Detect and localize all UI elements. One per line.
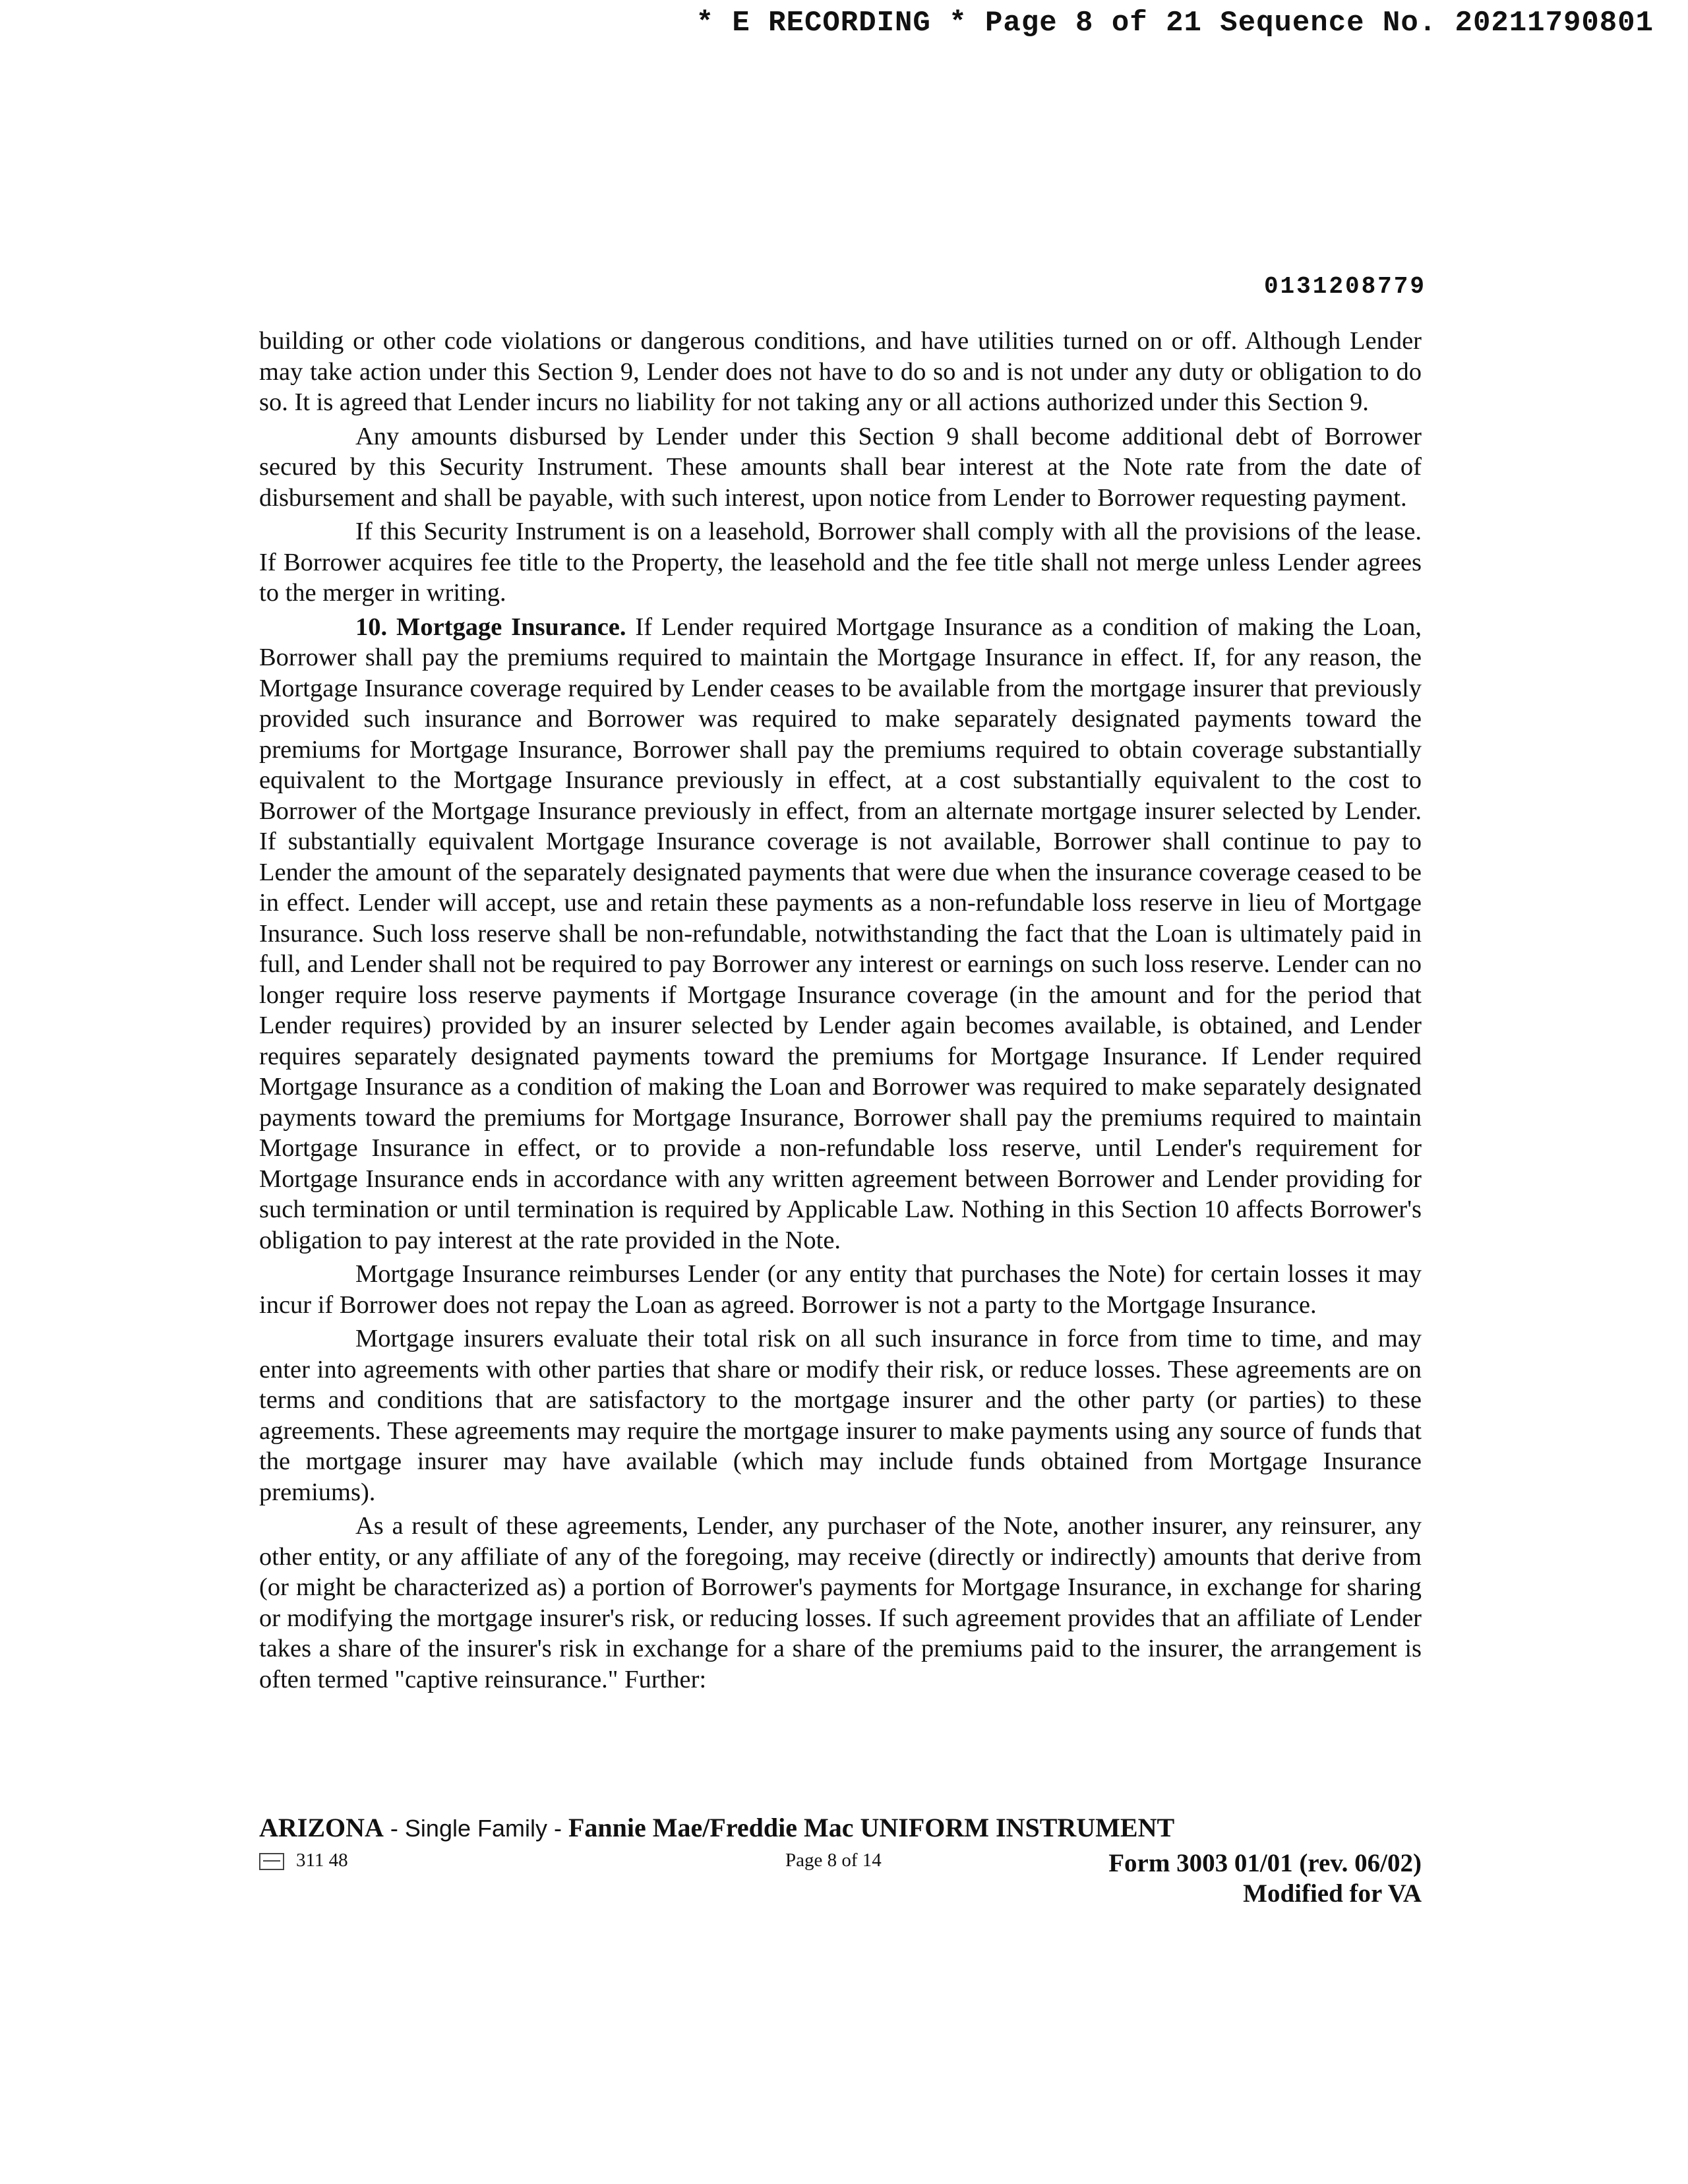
document-body (259, 326, 1422, 1698)
footer-instrument-line: ARIZONA - Single Family - Fannie Mae/Freddie Mac UNIFORM INSTRUMENT (259, 1813, 1175, 1842)
form-logo-icon (259, 1853, 284, 1870)
footer-modified-note: Modified for VA (1243, 1879, 1422, 1908)
footer-instrument: Fannie Mae/Freddie Mac UNIFORM INSTRUMENT (568, 1813, 1175, 1842)
section-10-text: If Lender required Mortgage Insurance as a condition of making the Loan, Borrower shall pay the premiums required to maintain the Mortgage Insurance in effect. If, for any reason, the Mortgage Insurance coverage required by Lender ceases to be available from the mortgage insurer that previously provided such insurance and Borrower was required to make separately designated payments toward the premiums for Mortgage Insurance, Borrower shall pay the premiums required to obtain coverage substantially equivalent to the Mortgage Insurance previously in effect, at a cost substantially equivalent to the cost to Borrower of the Mortgage Insurance previously in effect, from an alternate mortgage insurer selected by Lender. If substantially equivalent Mortgage Insurance coverage is not available, Borrower shall continue to pay to Lender the amount of the separately designated payments that were due when the insurance coverage ceased to be in effect. Lender will accept, use and retain these payments as a non-refundable loss reserve in lieu of Mortgage Insurance. Such loss reserve shall be non-refundable, notwithstanding the fact that the Loan is ultimately paid in full, and Lender shall not be required to pay Borrower any interest or earnings on such loss reserve. Lender can no longer require loss reserve payments if Mortgage Insurance coverage (in the amount and for the period that Lender requires) provided by an insurer selected by Lender again becomes available, is obtained, and Lender requires separately designated payments toward the premiums for Mortgage Insurance. If Lender required Mortgage Insurance as a condition of making the Loan and Borrower was required to make separately designated payments toward the premiums for Mortgage Insurance, Borrower shall pay the premiums required to maintain Mortgage Insurance in effect, or to provide a non-refundable loss reserve, until Lender's requirement for Mortgage Insurance ends in accordance with any written agreement between Borrower and Lender providing for such termination or until termination is required by Applicable Law. Nothing in this Section 10 affects Borrower's obligation to pay interest at the rate provided in the Note. (259, 613, 1422, 1254)
paragraph-mortgage-insurers: Mortgage insurers evaluate their total risk on all such insurance in force from time to time, and may enter into agreements with other parties that share or modify their risk, or reduce losses. These agreements are on terms and conditions that are satisfactory to the mortgage insurer and the other party (or parties) to these agreements. These agreements may require the mortgage insurer to make payments using any source of funds that the mortgage insurer may have available (which may include funds obtained from Mortgage Insurance premiums). (259, 1325, 1422, 1506)
footer-page-number: Page 8 of 14 (785, 1850, 882, 1871)
paragraph-amounts-disbursed: Any amounts disbursed by Lender under this Section 9 shall become additional debt of Borrower secured by this Security Instrument. These amounts shall bear interest at the Note rate from the date of disbursement and shall be payable, with such interest, upon notice from Lender to Borrower requesting payment. (259, 422, 1422, 512)
paragraph-section9-continued: building or other code violations or dangerous conditions, and have utilities turned on or off. Although Lender may take action under this Section 9, Lender does not have to do so and is not under any duty or obligation to do so. It is agreed that Lender incurs no liability for not taking any or all actions authorized under this Section 9. (259, 327, 1422, 416)
paragraph-result-of-agreements: As a result of these agreements, Lender, any purchaser of the Note, another insurer, any reinsurer, any other entity, or any affiliate of any of the foregoing, may receive (directly or indirectly) amounts that derive from (or might be characterized as) a portion of Borrower's payments for Mortgage Insurance, in exchange for sharing or modifying the mortgage insurer's risk, or reducing losses. If such agreement provides that an affiliate of Lender takes a share of the insurer's risk in exchange for a share of the premiums paid to the insurer, the arrangement is often termed "captive reinsurance." Further: (259, 1512, 1422, 1693)
footer-details (259, 1847, 1422, 1910)
footer-family: Single Family (404, 1815, 547, 1842)
footer-state: ARIZONA (259, 1813, 384, 1842)
recording-header: * E RECORDING * Page 8 of 21 Sequence No. 20211790801 (696, 7, 1654, 40)
paragraph-leasehold: If this Security Instrument is on a leasehold, Borrower shall comply with all the provisions of the lease. If Borrower acquires fee title to the Property, the leasehold and the fee title shall not merge unless Lender agrees to the merger in writing. (259, 518, 1422, 607)
document-footer (259, 1812, 1422, 1910)
section-10-heading: 10. Mortgage Insurance. (355, 613, 626, 641)
footer-form-code: 311 48 (259, 1850, 348, 1871)
footer-form-number: Form 3003 01/01 (rev. 06/02) (1108, 1849, 1422, 1877)
paragraph-mortgage-insurance (259, 612, 1422, 1256)
paragraph-mi-reimburses: Mortgage Insurance reimburses Lender (or any entity that purchases the Note) for certain losses it may incur if Borrower does not repay the Loan as agreed. Borrower is not a party to the Mortgage Insurance. (259, 1260, 1422, 1319)
footer-form-id (1108, 1848, 1422, 1909)
loan-number: 0131208779 (1263, 273, 1426, 300)
